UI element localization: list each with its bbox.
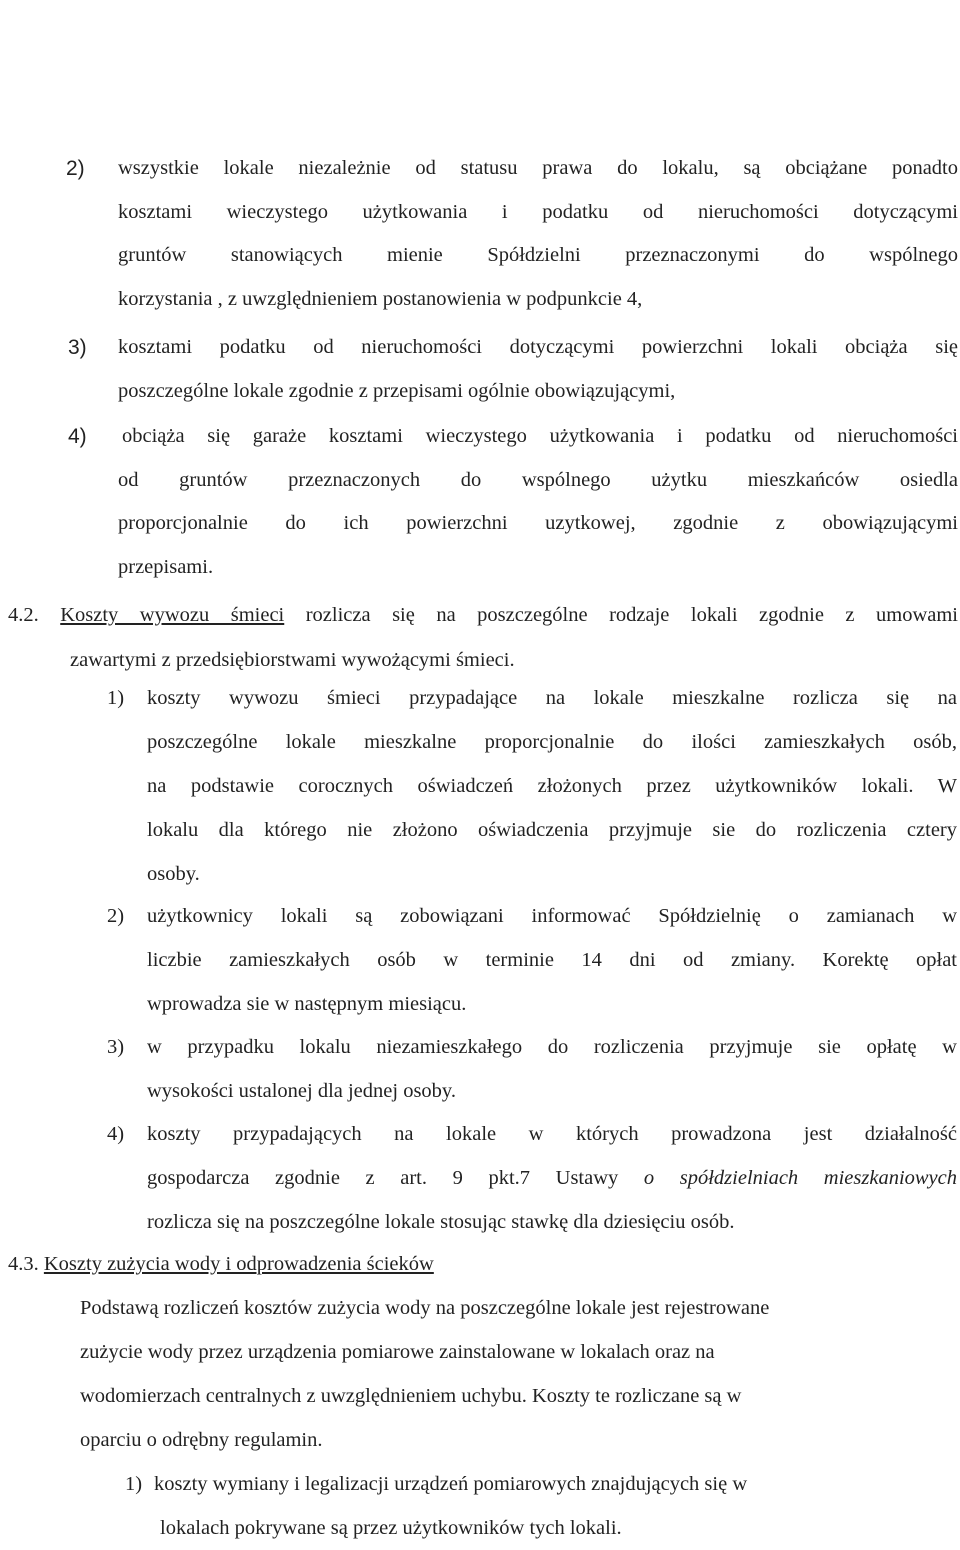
line-text: gospodarcza zgodnie z art. 9 pkt.7 Ustawy — [147, 1167, 644, 1189]
line: proporcjonalnie do ich powierzchni uzytkowej, zgodnie z obowiązującymi — [118, 512, 958, 535]
section-number: 4.3. — [8, 1253, 39, 1275]
line: koszty przypadających na lokale w których prowadzona jest działalność — [147, 1123, 957, 1145]
line: gruntów stanowiących mienie Spółdzielni przeznaczonymi do wspólnego — [118, 244, 958, 267]
line: kosztami wieczystego użytkowania i podatku od nieruchomości dotyczącymi — [118, 200, 958, 223]
section-4-2 — [8, 593, 958, 682]
s42-item-4 — [107, 1112, 958, 1244]
line: lokalach pokrywane są przez użytkowników tych lokali. — [160, 1517, 622, 1539]
list-number: 1) — [107, 687, 125, 709]
line: w przypadku lokalu niezamieszkałego do rozliczenia przyjmuje sie opłatę w — [147, 1036, 957, 1058]
act-title: o spółdzielniach mieszkaniowych — [643, 1167, 958, 1189]
section-title: Koszty zużycia wody i odprowadzenia ścieków — [43, 1253, 434, 1275]
section-text: rozlicza się na poszczególne rodzaje lokali zgodnie z umowami — [284, 604, 958, 626]
line: na podstawie corocznych oświadczeń złożonych przez użytkowników lokali. W — [147, 775, 957, 797]
line: użytkownicy lokali są zobowiązani informować Spółdzielnię o zamianach w — [147, 905, 957, 927]
line: zawartymi z przedsiębiorstwami wywożącymi śmieci. — [70, 648, 515, 671]
line: od gruntów przeznaczonych do wspólnego użytku mieszkańców osiedla — [118, 468, 958, 491]
line: zużycie wody przez urządzenia pomiarowe zainstalowane w lokalach oraz na — [80, 1341, 715, 1363]
s42-item-3 — [107, 1025, 957, 1113]
line: poszczególne lokale mieszkalne proporcjonalnie do ilości zamieszkałych osób, — [147, 731, 957, 753]
section-heading-line — [8, 593, 958, 638]
line: kosztami podatku od nieruchomości dotyczącymi powierzchni lokali obciąża się — [118, 336, 958, 358]
section-number: 4.2. — [8, 604, 39, 626]
list-number: 4) — [107, 1123, 125, 1145]
list-item-3 — [68, 326, 958, 413]
line: obciąża się garaże kosztami wieczystego użytkowania i podatku od nieruchomości — [122, 425, 958, 447]
list-number: 3) — [68, 336, 87, 359]
list-number: 2) — [66, 157, 85, 180]
line: wprowadza sie w następnym miesiącu. — [147, 993, 467, 1015]
s42-item-2 — [107, 894, 957, 1026]
line — [147, 1156, 957, 1200]
section-title: Koszty wywozu śmieci — [60, 604, 285, 626]
s43-paragraph — [80, 1286, 769, 1462]
s42-item-1 — [107, 676, 957, 896]
line: oparciu o odrębny regulamin. — [80, 1429, 323, 1451]
list-number: 3) — [107, 1036, 125, 1058]
line: wysokości ustalonej dla jednej osoby. — [147, 1080, 456, 1102]
section-heading-line — [8, 1242, 434, 1286]
line: koszty wywozu śmieci przypadające na lokale mieszkalne rozlicza się na — [147, 687, 957, 709]
list-item-2 — [66, 147, 958, 321]
line: koszty wymiany i legalizacji urządzeń pomiarowych znajdujących się w — [154, 1473, 748, 1495]
list-number: 4) — [68, 425, 87, 448]
line: wszystkie lokale niezależnie od statusu prawa do lokalu, są obciążane ponadto — [118, 157, 958, 179]
list-number: 1) — [125, 1473, 143, 1495]
section-4-3 — [8, 1242, 434, 1286]
line: rozlicza się na poszczególne lokale stosując stawkę dla dziesięciu osób. — [147, 1211, 735, 1233]
line: Podstawą rozliczeń kosztów zużycia wody na poszczególne lokale jest rejestrowane — [80, 1297, 770, 1319]
line: wodomierzach centralnych z uwzględnieniem uchybu. Koszty te rozliczane są w — [80, 1385, 742, 1407]
line: poszczególne lokale zgodnie z przepisami ogólnie obowiązującymi, — [118, 379, 676, 402]
line: osoby. — [147, 863, 200, 885]
list-number: 2) — [107, 905, 125, 927]
line: lokalu dla którego nie złożono oświadczenia przyjmuje sie do rozliczenia cztery — [147, 819, 957, 841]
line: przepisami. — [118, 555, 214, 578]
list-item-4 — [68, 415, 958, 589]
line: korzystania , z uwzględnieniem postanowienia w podpunkcie 4, — [118, 287, 643, 310]
s43-item-1 — [125, 1462, 748, 1550]
line: liczbie zamieszkałych osób w terminie 14 dni od zmiany. Korektę opłat — [147, 949, 957, 971]
